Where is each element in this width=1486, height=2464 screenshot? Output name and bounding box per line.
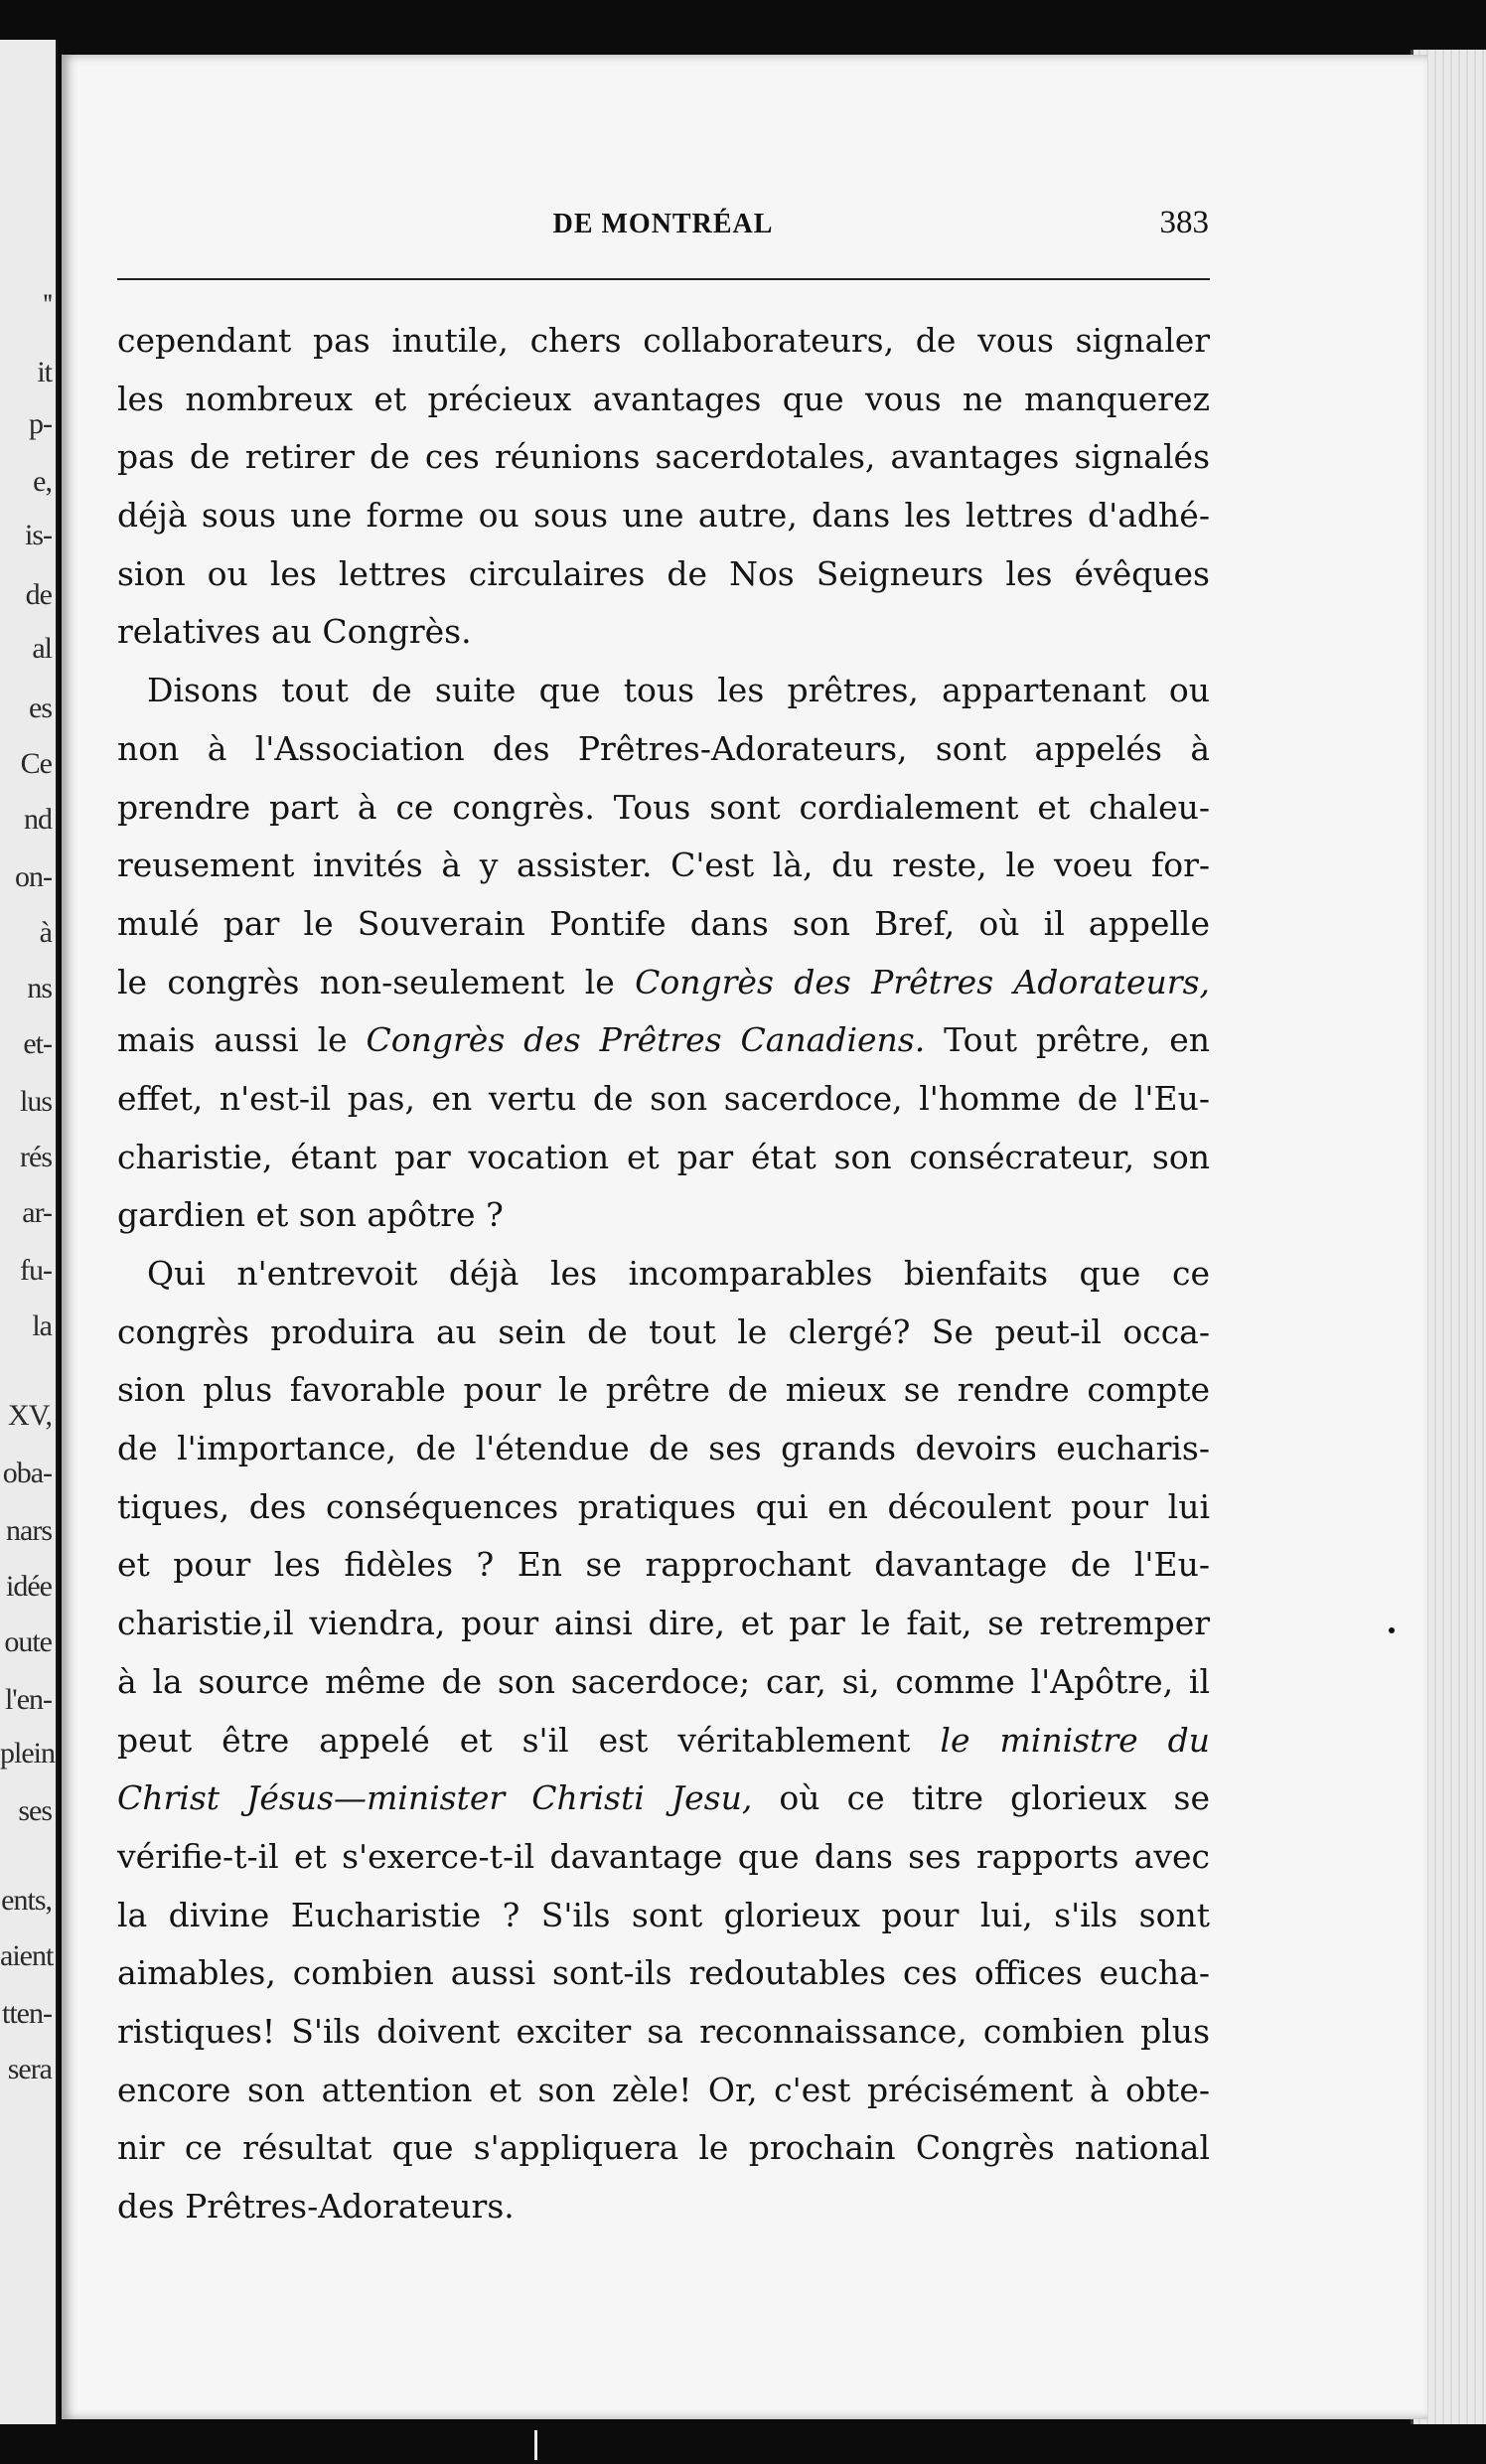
- text-line: les nombreux et précieux avantages que vous ne manquerez: [117, 379, 1210, 418]
- text-run: où ce titre glorieux se: [752, 1778, 1210, 1818]
- text-line: tiques, des conséquences pratiques qui en découlent pour lui: [117, 1486, 1210, 1526]
- facing-page-fragment: ar-: [22, 1196, 52, 1229]
- facing-page-fragment: l'en-: [4, 1683, 52, 1716]
- header-rule: [117, 278, 1210, 280]
- text-line: sion ou les lettres circulaires de Nos Seigneurs les évêques: [117, 553, 1210, 593]
- text-line: mulé par le Souverain Pontife dans son Bref, où il appelle: [117, 903, 1210, 943]
- scan-speck: [1389, 1627, 1395, 1633]
- text-line: [117, 1770, 1210, 1828]
- facing-page-fragment: tten-: [2, 1997, 52, 2030]
- text-line: des Prêtres-Adorateurs.: [117, 2187, 515, 2226]
- paragraph-3: [117, 1245, 1210, 2236]
- italic-phrase: le ministre du: [940, 1720, 1210, 1760]
- body-text: [117, 312, 1210, 2236]
- text-line: cependant pas inutile, chers collaborateurs, de vous signaler: [117, 321, 1210, 360]
- facing-page-fragment: al: [32, 632, 52, 665]
- facing-page-fragment: oba-: [2, 1457, 52, 1489]
- text-line: reusement invités à y assister. C'est là, du reste, le voeu for-: [117, 846, 1210, 885]
- text-line: effet, n'est-il pas, en vertu de son sacerdoce, l'homme de l'Eu-: [117, 1078, 1210, 1118]
- text-line: charistie, étant par vocation et par état son consécrateur, son: [117, 1137, 1210, 1176]
- text-line: et pour les fidèles ? En se rapprochant davantage de l'Eu-: [117, 1545, 1210, 1585]
- text-line: congrès produira au sein de tout le clergé? Se peut-il occa-: [117, 1311, 1210, 1351]
- text-line: ristiques! S'ils doivent exciter sa reconnaissance, combien plus: [117, 2011, 1210, 2051]
- text-run: mais aussi le: [117, 1020, 367, 1060]
- text-line: [117, 954, 1210, 1012]
- facing-page-fragment: es: [29, 692, 52, 724]
- text-line: à la source même de son sacerdoce; car, si, comme l'Apôtre, il: [117, 1661, 1210, 1701]
- text-line: [117, 1011, 1210, 1070]
- page-number: 383: [1159, 205, 1209, 240]
- facing-page-fragment: it: [37, 356, 52, 388]
- scan-scratch: [534, 2430, 537, 2460]
- text-line: déjà sous une forme ou sous une autre, dans les lettres d'adhé-: [117, 496, 1210, 536]
- running-head: [119, 205, 1209, 248]
- facing-page-fragment: aient: [0, 1939, 54, 1972]
- text-line: nir ce résultat que s'appliquera le prochain Congrès national: [117, 2128, 1210, 2168]
- facing-page-fragment: nd: [24, 803, 52, 836]
- italic-title: Congrès des Prêtres Adorateurs,: [635, 962, 1210, 1001]
- facing-page-fragment: rés: [20, 1141, 52, 1173]
- text-line: gardien et son apôtre ?: [117, 1195, 504, 1235]
- facing-page-edge: [0, 40, 58, 2424]
- text-line: vérifie-t-il et s'exerce-t-il davantage que dans ses rapports avec: [117, 1836, 1210, 1876]
- running-title: DE MONTRÉAL: [552, 209, 774, 239]
- facing-page-fragment: la: [32, 1309, 52, 1342]
- text-line: de l'importance, de l'étendue de ses grands devoirs eucharis-: [117, 1429, 1210, 1468]
- facing-page-fragment: p-: [29, 407, 52, 440]
- facing-page-fragment: et-: [23, 1027, 52, 1060]
- text-run: peut être appelé et s'il est véritablement: [117, 1720, 941, 1760]
- facing-page-fragment: plein: [0, 1737, 55, 1770]
- text-line: sion plus favorable pour le prêtre de mieux se rendre compte: [117, 1370, 1210, 1410]
- text-line: charistie,il viendra, pour ainsi dire, et par le fait, se retremper: [117, 1604, 1210, 1643]
- facing-page-fragment: sera: [7, 2053, 52, 2085]
- facing-page-fragment: ents,: [1, 1884, 52, 1917]
- text-line: non à l'Association des Prêtres-Adorateurs, sont appelés à: [117, 728, 1210, 768]
- text-line: [117, 1712, 1210, 1771]
- italic-title: Congrès des Prêtres Canadiens.: [366, 1020, 926, 1060]
- facing-page-fragment: '': [43, 288, 52, 321]
- facing-page-fragment: idée: [6, 1570, 52, 1603]
- paragraph-2: [117, 662, 1210, 1245]
- facing-page-fragment: Ce: [20, 747, 52, 780]
- facing-page-fragment: XV,: [8, 1399, 52, 1432]
- facing-page-fragment: nars: [6, 1514, 52, 1547]
- text-line: la divine Eucharistie ? S'ils sont glorieux pour lui, s'ils sont: [117, 1895, 1210, 1934]
- facing-page-fragment: ses: [18, 1794, 52, 1827]
- facing-page-fragment: e,: [33, 465, 52, 498]
- facing-page-fragment: ns: [27, 972, 52, 1004]
- text-line: Qui n'entrevoit déjà les incomparables bienfaits que ce: [147, 1254, 1210, 1293]
- facing-page-fragment: de: [25, 578, 52, 611]
- text-line: pas de retirer de ces réunions sacerdotales, avantages signalés: [117, 437, 1210, 477]
- text-line: prendre part à ce congrès. Tous sont cordialement et chaleu-: [117, 787, 1210, 827]
- text-line: Disons tout de suite que tous les prêtres, appartenant ou: [147, 671, 1210, 710]
- facing-page-fragment: lus: [19, 1085, 52, 1118]
- facing-page-fragment: à: [39, 916, 52, 949]
- facing-page-fragment: is-: [25, 519, 52, 551]
- facing-page-fragment: on-: [15, 860, 52, 893]
- text-line: aimables, combien aussi sont-ils redoutables ces offices eucha-: [117, 1953, 1210, 1993]
- facing-page-fragment: oute: [4, 1625, 52, 1658]
- text-line: encore son attention et son zèle! Or, c'est précisément à obte-: [117, 2070, 1210, 2109]
- facing-page-fragment: fu-: [20, 1254, 52, 1287]
- paragraph-1: [117, 312, 1210, 662]
- italic-phrase: Christ Jésus—minister Christi Jesu,: [117, 1778, 753, 1818]
- text-run: le congrès non-seulement le: [117, 962, 636, 1001]
- text-line: relatives au Congrès.: [117, 612, 472, 652]
- text-run: Tout prêtre, en: [925, 1020, 1210, 1060]
